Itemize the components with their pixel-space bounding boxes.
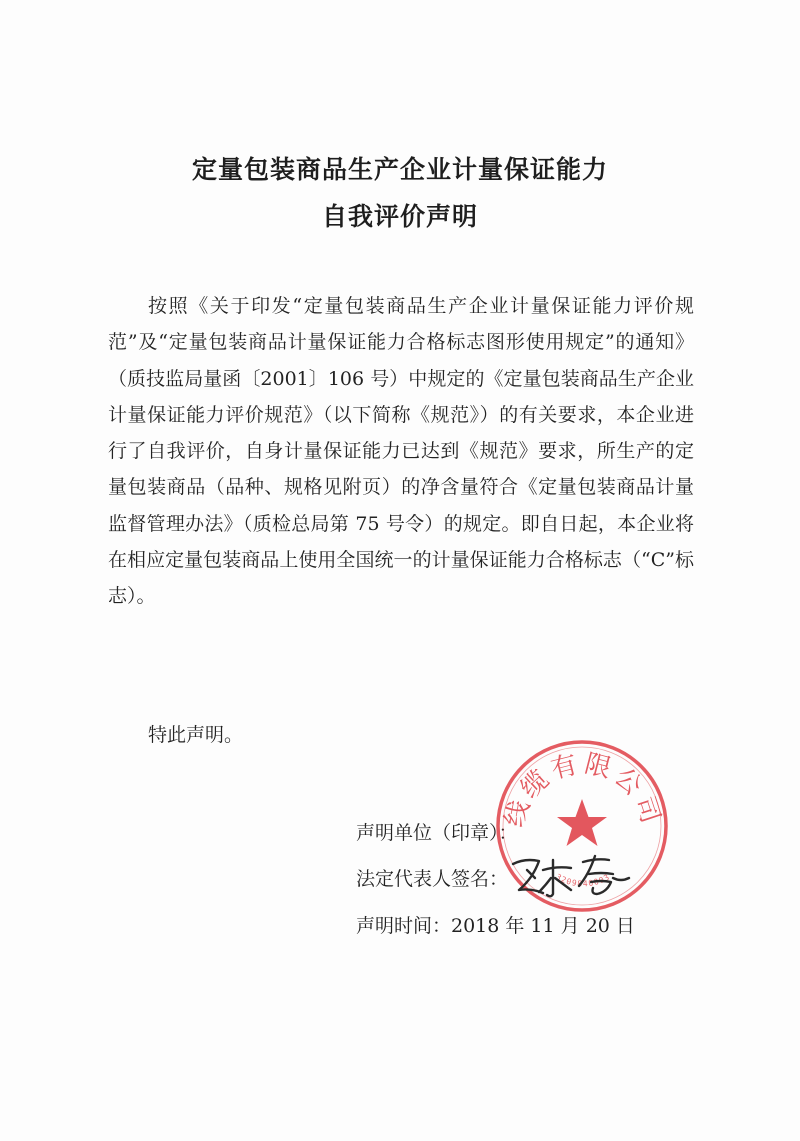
- declaration-body: 按照《关于印发“定量包装商品生产企业计量保证能力评价规范”及“定量包装商品计量保证能力合格标志图形使用规定”的通知》（质技监局量函〔2001〕106 号）中规定的《定量包装商品生产企业计量保证能力评价规范》（以下简称《规范》）的有关要求，本企业进行了自我评价，自身计量保证能力已达到《规范》要求，所生产的定量包装商品（品种、规格见附页）的净含量符合《定量包装商品计量监督管理办法》（质检总局第 75 号令）的规定。即自日起，本企业将在相应定量包装商品上使用全国统一的计量保证能力合格标志（“C”标志）。: [108, 295, 694, 608]
- closing-statement: 特此声明。: [148, 724, 244, 746]
- document-subtitle: 自我评价声明: [321, 202, 478, 231]
- declaring-unit-label: 声明单位（印章）：: [356, 822, 518, 844]
- declaration-date: 声明时间：2018 年 11 月 20 日: [356, 915, 635, 937]
- seal-star-icon: [557, 799, 607, 846]
- handwritten-signature: [505, 848, 635, 904]
- seal-text: 线缆有限公司: [499, 748, 667, 831]
- document-title: 定量包装商品生产企业计量保证能力: [191, 155, 608, 184]
- legal-representative-label: 法定代表人签名：: [356, 868, 509, 890]
- seal-number: 3209840003: [554, 872, 612, 889]
